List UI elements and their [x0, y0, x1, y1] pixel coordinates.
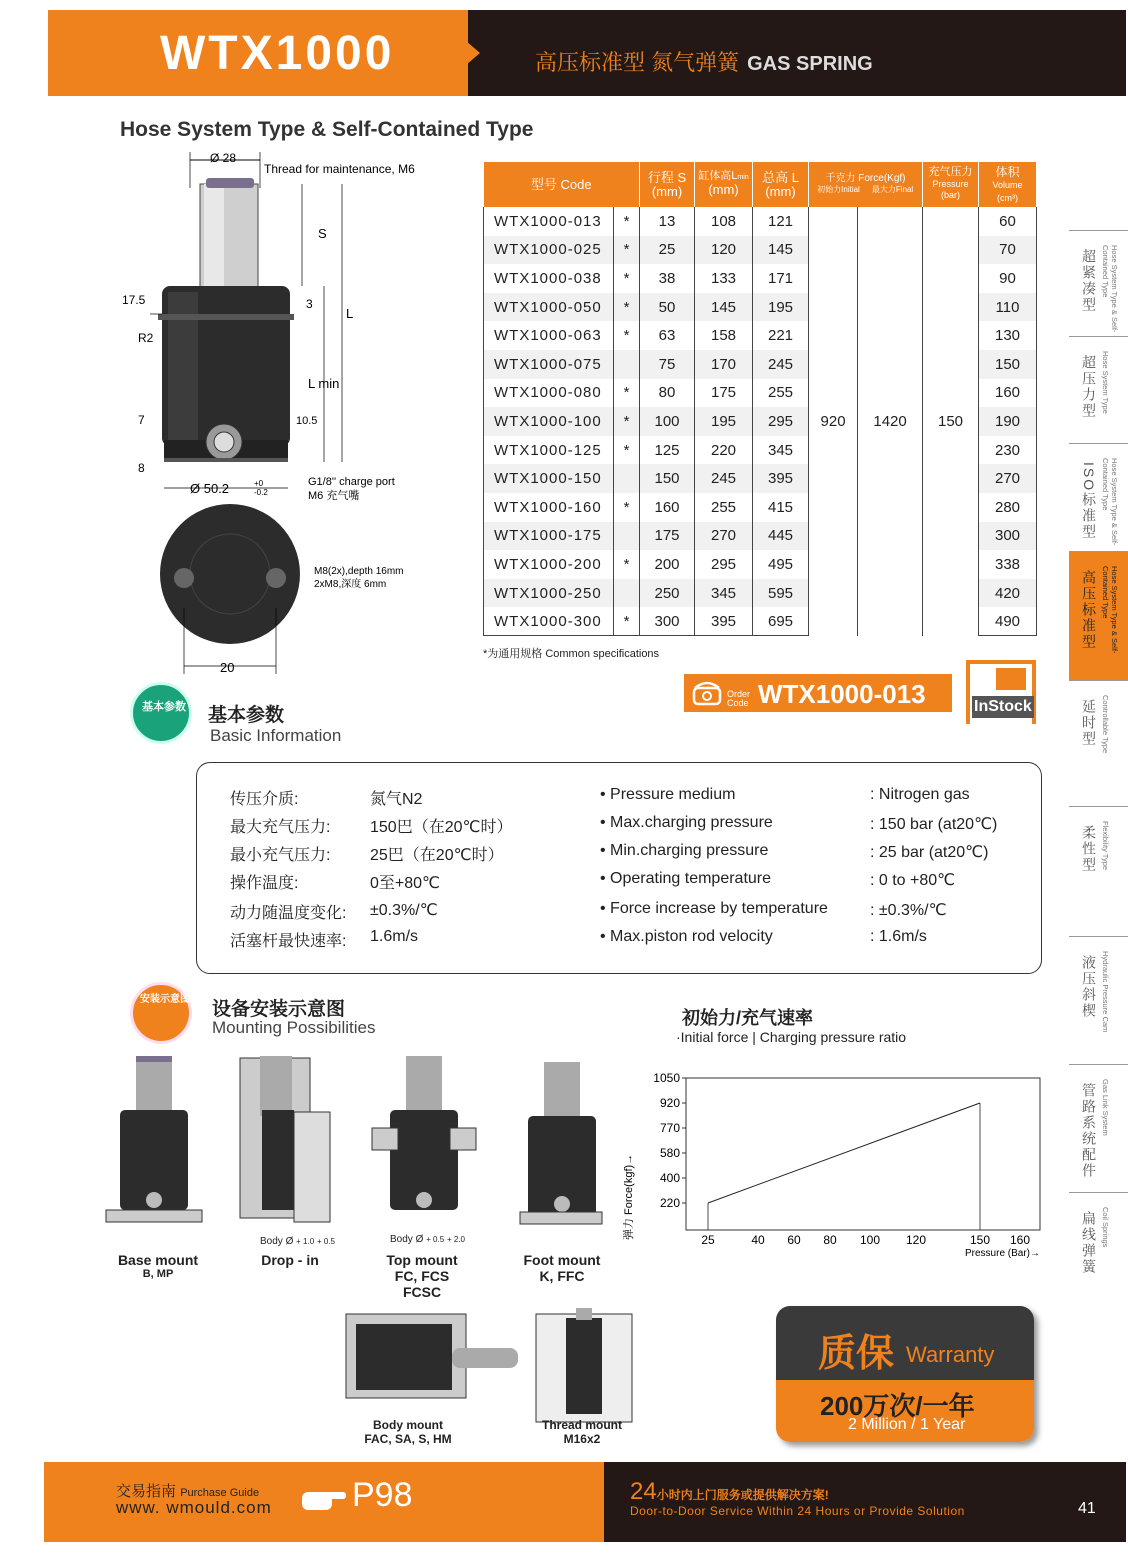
footer-arrow [560, 1462, 600, 1542]
cell-volume: 280 [979, 493, 1037, 522]
info-en-value: : 25 bar (at20℃) [870, 844, 989, 861]
dim-17-5: 17.5 [122, 293, 146, 307]
y-axis-label: 弹力 Force(kgf)→ [623, 1153, 635, 1240]
cell-stroke: 300 [640, 607, 695, 636]
m8-note-en: M8(2x),depth 16mm [314, 566, 404, 577]
cell-lmin: 270 [695, 522, 753, 551]
info-cn-value: 氮气N2 [370, 791, 423, 808]
sidebar-item-label: 扁线弹簧 [1081, 1211, 1097, 1275]
cell-lmin: 133 [695, 264, 753, 293]
plot-frame [686, 1078, 1040, 1230]
cell-lmin: 120 [695, 236, 753, 265]
top-mount-body-tol: Body Ø + 0.5 + 2.0 [390, 1234, 465, 1245]
cell-mark: * [614, 436, 640, 465]
sidebar-item-sublabel: Coil Springs [1101, 1207, 1110, 1248]
mounting-title-cn: 设备安装示意图 [212, 999, 346, 1020]
x-tick-label: 25 [701, 1233, 715, 1247]
charge-port-en: G1/8'' charge port [308, 476, 395, 488]
cell-lmin: 345 [695, 579, 753, 608]
cell-stroke: 13 [640, 207, 695, 236]
mount-thread-label: Thread mount M16x2 [542, 1418, 622, 1446]
info-en-value: : 150 bar (at20℃) [870, 816, 998, 833]
info-cn-label: 动力随温度变化: [230, 905, 347, 922]
cell-total: 195 [753, 293, 809, 322]
dim-l: L [346, 306, 354, 321]
x-axis-label: Pressure (Bar)→ [964, 1248, 1040, 1259]
cell-code: WTX1000-150 [484, 464, 614, 493]
sidebar-item-label: 管路系统配件 [1081, 1083, 1097, 1179]
force-pressure-chart [620, 1060, 1050, 1260]
cell-total: 695 [753, 607, 809, 636]
th-volume: 体积 Volume (cm³) [979, 162, 1037, 207]
y-tick-label: 580 [659, 1146, 680, 1160]
cell-code: WTX1000-160 [484, 493, 614, 522]
dim-10-5: 10.5 [296, 415, 318, 427]
sidebar-item-sublabel: Hydraulic Pressure Cam [1101, 951, 1110, 1033]
service-en: Door-to-Door Service Within 24 Hours or Provide Solution [630, 1504, 965, 1518]
mount-drop-in-label: Drop - in [261, 1252, 319, 1268]
cell-total: 445 [753, 522, 809, 551]
cell-volume: 150 [979, 350, 1037, 379]
dim-body-dia: Ø 50.2 [190, 481, 230, 496]
sidebar-item-sublabel: Hose System Type & Self-Contained Type [1101, 458, 1119, 546]
sidebar-item[interactable] [1069, 936, 1128, 1064]
dim-rod-dia: Ø 28 [210, 151, 237, 165]
cell-code: WTX1000-125 [484, 436, 614, 465]
sidebar-item[interactable] [1069, 551, 1128, 680]
drop-in-body-tol: Body Ø + 1.0 + 0.5 [260, 1236, 335, 1247]
cell-volume: 160 [979, 379, 1037, 408]
cell-mark [614, 579, 640, 608]
technical-drawing [120, 148, 450, 678]
sidebar-item-label: ISO标准型 [1081, 462, 1097, 541]
sidebar-item-label: 超紧凑型 [1081, 249, 1097, 313]
mount-base-label: Base mount B, MP [117, 1252, 199, 1280]
cell-total: 395 [753, 464, 809, 493]
sidebar-item[interactable] [1069, 680, 1128, 806]
cell-volume: 130 [979, 321, 1037, 350]
cell-code: WTX1000-300 [484, 607, 614, 636]
cell-lmin: 195 [695, 407, 753, 436]
m8-note-cn: 2xM8,深度 6mm [314, 579, 387, 590]
basic-info-title-en: Basic Information [210, 726, 342, 745]
warranty-title-en: Warranty [906, 1342, 995, 1367]
page-number: 41 [1078, 1500, 1096, 1517]
cell-total: 145 [753, 236, 809, 265]
cell-code: WTX1000-100 [484, 407, 614, 436]
sidebar-item-label: 超压力型 [1081, 355, 1097, 419]
cell-total: 595 [753, 579, 809, 608]
y-tick-label: 770 [659, 1121, 680, 1135]
th-pressure: 充气压力 Pressure (bar) [923, 162, 979, 207]
cell-mark: * [614, 293, 640, 322]
dim-7: 7 [138, 413, 145, 427]
sidebar-item-label: 液压斜楔 [1081, 955, 1097, 1019]
info-cn-label: 操作温度: [230, 875, 299, 892]
sidebar-item-sublabel: Flexibility Type [1101, 821, 1110, 871]
cell-code: WTX1000-013 [484, 207, 614, 236]
cell-stroke: 63 [640, 321, 695, 350]
cell-code: WTX1000-050 [484, 293, 614, 322]
thread-note: Thread for maintenance, M6 [264, 162, 415, 176]
info-cn-value: 25巴（在20℃时） [370, 847, 504, 864]
y-tick-label: 400 [659, 1171, 680, 1185]
th-lmin: 缸体高Lmin (mm) [695, 162, 753, 207]
cell-stroke: 75 [640, 350, 695, 379]
cell-volume: 270 [979, 464, 1037, 493]
cell-lmin: 395 [695, 607, 753, 636]
dim-s: S [318, 226, 327, 241]
x-tick-label: 40 [751, 1233, 765, 1247]
sidebar-item[interactable] [1069, 336, 1128, 443]
dim-20: 20 [220, 660, 235, 675]
cell-code: WTX1000-075 [484, 350, 614, 379]
cell-volume: 230 [979, 436, 1037, 465]
cell-volume: 90 [979, 264, 1037, 293]
cell-total: 221 [753, 321, 809, 350]
y-tick-label: 220 [659, 1196, 680, 1210]
website-link[interactable]: www. wmould.com [116, 1498, 272, 1517]
cell-stroke: 80 [640, 379, 695, 408]
cell-mark: * [614, 207, 640, 236]
cell-code: WTX1000-063 [484, 321, 614, 350]
cell-lmin: 255 [695, 493, 753, 522]
info-cn-label: 最小充气压力: [230, 847, 331, 864]
cell-mark: * [614, 607, 640, 636]
info-en-label: • Force increase by temperature [600, 900, 828, 917]
in-stock-badge: InStock [972, 696, 1034, 718]
cell-volume: 338 [979, 550, 1037, 579]
cell-mark: * [614, 379, 640, 408]
common-spec-note: *为通用规格 Common specifications [483, 648, 660, 660]
info-en-label: • Max.piston rod velocity [600, 928, 773, 945]
th-stroke: 行程 S (mm) [640, 162, 695, 207]
cell-pressure: 150 [923, 207, 979, 636]
cell-stroke: 125 [640, 436, 695, 465]
x-tick-label: 60 [787, 1233, 801, 1247]
chart-title: 初始力/充气速率 [682, 1008, 814, 1028]
y-tick-label: 920 [659, 1096, 680, 1110]
cell-stroke: 200 [640, 550, 695, 579]
cell-total: 495 [753, 550, 809, 579]
th-code: 型号 Code [484, 162, 640, 207]
cell-stroke: 100 [640, 407, 695, 436]
cell-total: 245 [753, 350, 809, 379]
mount-body-label: Body mount FAC, SA, S, HM [364, 1418, 452, 1446]
cell-mark: * [614, 550, 640, 579]
cell-code: WTX1000-080 [484, 379, 614, 408]
section-title: Hose System Type & Self-Contained Type [120, 118, 534, 141]
table-row [484, 207, 1037, 236]
series-line [708, 1103, 980, 1203]
x-tick-label: 160 [1009, 1233, 1031, 1247]
info-cn-value: ±0.3%/℃ [370, 902, 438, 919]
cell-total: 171 [753, 264, 809, 293]
cell-lmin: 245 [695, 464, 753, 493]
service-cn: 24小时内上门服务或提供解决方案! [630, 1478, 829, 1505]
cell-stroke: 160 [640, 493, 695, 522]
cell-mark: * [614, 493, 640, 522]
cell-mark: * [614, 407, 640, 436]
cell-lmin: 175 [695, 379, 753, 408]
x-tick-label: 100 [859, 1233, 881, 1247]
sidebar-item-label: 高压标准型 [1081, 570, 1097, 650]
cell-lmin: 170 [695, 350, 753, 379]
info-cn-value: 0至+80℃ [370, 875, 441, 892]
info-cn-label: 最大充气压力: [230, 819, 331, 836]
sidebar-item[interactable] [1069, 230, 1128, 336]
cell-stroke: 38 [640, 264, 695, 293]
cell-mark: * [614, 236, 640, 265]
cell-initial-force: 920 [809, 207, 858, 636]
dim-lmin: L min [308, 376, 340, 391]
order-label: Order Code [727, 689, 751, 708]
cell-volume: 490 [979, 607, 1037, 636]
cell-mark [614, 464, 640, 493]
cell-lmin: 295 [695, 550, 753, 579]
cell-stroke: 150 [640, 464, 695, 493]
cell-stroke: 250 [640, 579, 695, 608]
cell-lmin: 108 [695, 207, 753, 236]
info-cn-label: 传压介质: [230, 791, 299, 808]
cell-mark: * [614, 321, 640, 350]
order-code: WTX1000-013 [758, 679, 926, 709]
cell-volume: 70 [979, 236, 1037, 265]
th-total: 总高 L (mm) [753, 162, 809, 207]
cell-stroke: 175 [640, 522, 695, 551]
sidebar-item[interactable] [1069, 806, 1128, 936]
sidebar-item[interactable] [1069, 443, 1128, 551]
x-tick-label: 150 [969, 1233, 991, 1247]
sidebar-item-sublabel: Hose System Type [1101, 351, 1110, 414]
header-arrow [430, 10, 480, 96]
phone-icon [692, 680, 722, 706]
cell-total: 415 [753, 493, 809, 522]
cell-code: WTX1000-038 [484, 264, 614, 293]
cell-volume: 300 [979, 522, 1037, 551]
info-en-value: : ±0.3%/℃ [870, 902, 947, 919]
cell-lmin: 220 [695, 436, 753, 465]
stock-box-icon [996, 668, 1026, 690]
cell-stroke: 25 [640, 236, 695, 265]
basic-info-title-cn: 基本参数 [208, 705, 285, 726]
info-en-value: : Nitrogen gas [870, 786, 970, 803]
cell-mark: * [614, 264, 640, 293]
page-ref[interactable]: P98 [352, 1476, 413, 1514]
cell-mark [614, 522, 640, 551]
svg-text:+0: +0 [254, 479, 264, 488]
mount-top-label: Top mount FC, FCS FCSC [386, 1252, 458, 1300]
mount-foot-label: Foot mount K, FFC [523, 1252, 601, 1284]
charge-port-cn: M6 充气嘴 [308, 490, 360, 502]
th-force: 千克力 Force(Kgf) 初始力Initial 最大力Final [809, 162, 923, 207]
cell-lmin: 158 [695, 321, 753, 350]
x-tick-label: 120 [905, 1233, 927, 1247]
cell-volume: 420 [979, 579, 1037, 608]
sidebar-item-sublabel: Controllable Type [1101, 695, 1110, 754]
info-cn-value: 1.6m/s [370, 928, 419, 945]
info-en-label: • Min.charging pressure [600, 842, 769, 859]
y-tick-label: 1050 [653, 1071, 680, 1085]
cell-volume: 60 [979, 207, 1037, 236]
dim-8: 8 [138, 461, 145, 475]
sidebar-item-sublabel: Gas Link System [1101, 1079, 1110, 1136]
info-en-label: • Operating temperature [600, 870, 772, 887]
cell-total: 295 [753, 407, 809, 436]
cell-mark [614, 350, 640, 379]
info-cn-label: 活塞杆最快速率: [230, 933, 347, 950]
svg-text:-0.2: -0.2 [254, 488, 268, 497]
cell-code: WTX1000-175 [484, 522, 614, 551]
cell-total: 121 [753, 207, 809, 236]
spec-table [483, 162, 1037, 636]
cell-volume: 190 [979, 407, 1037, 436]
cell-total: 345 [753, 436, 809, 465]
mounting-figures [100, 1052, 640, 1442]
sidebar-item-sublabel: Hose System Type & Self-Contained Type [1101, 245, 1119, 333]
cell-lmin: 145 [695, 293, 753, 322]
warranty-title-cn: 质保 [818, 1333, 895, 1375]
info-en-value: : 0 to +80℃ [870, 872, 956, 889]
purchase-guide: 交易指南 Purchase Guide [116, 1483, 260, 1500]
warranty-cycles: 200万次/一年 [820, 1391, 975, 1421]
info-en-value: : 1.6m/s [870, 928, 927, 945]
sidebar-item-sublabel: Hose System Type & Self-Contained Type [1101, 566, 1119, 654]
cell-volume: 110 [979, 293, 1037, 322]
sidebar-item-label: 延时型 [1081, 699, 1097, 747]
pointing-hand-icon [300, 1484, 348, 1514]
cell-code: WTX1000-200 [484, 550, 614, 579]
sidebar-item-label: 柔性型 [1081, 825, 1097, 873]
cell-final-force: 1420 [858, 207, 923, 636]
dim-3: 3 [306, 297, 313, 311]
chart-subtitle: ·Initial force | Charging pressure ratio [676, 1029, 907, 1045]
cell-stroke: 50 [640, 293, 695, 322]
x-tick-label: 80 [823, 1233, 837, 1247]
dim-r2: R2 [138, 331, 154, 345]
header-subtitle: 高压标准型 氮气弹簧 GAS SPRING [535, 50, 873, 75]
sidebar-item[interactable] [1069, 1064, 1128, 1192]
info-en-label: • Max.charging pressure [600, 814, 773, 831]
warranty-cycles-en: 2 Million / 1 Year [848, 1416, 966, 1433]
mounting-title-en: Mounting Possibilities [212, 1018, 376, 1037]
cell-code: WTX1000-025 [484, 236, 614, 265]
info-en-label: • Pressure medium [600, 786, 736, 803]
info-cn-value: 150巴（在20℃时） [370, 819, 513, 836]
cell-code: WTX1000-250 [484, 579, 614, 608]
model-title: WTX1000 [160, 27, 395, 80]
cell-total: 255 [753, 379, 809, 408]
